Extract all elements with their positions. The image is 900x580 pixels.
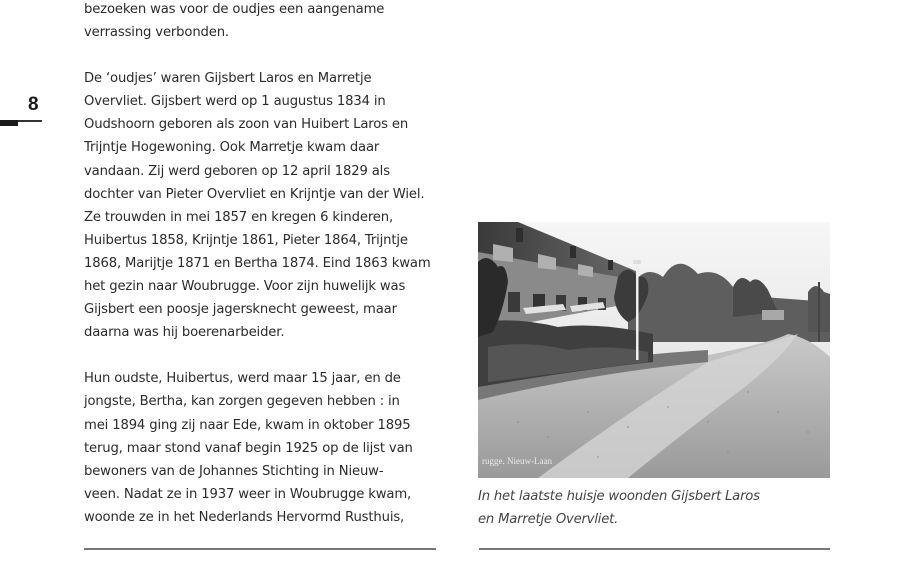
text-line: bewoners van de Johannes Stichting in Nieuw- — [84, 463, 384, 479]
text-line: Ze trouwden in mei 1857 en kregen 6 kinderen, — [84, 209, 394, 225]
photo-caption — [478, 485, 838, 531]
text-line: jongste, Bertha, kan zorgen gegeven hebben : in — [84, 394, 400, 410]
page-number: 8 — [28, 94, 39, 115]
right-footer-rule — [479, 548, 830, 550]
text-line: het gezin naar Woubrugge. Voor zijn huwelijk was — [84, 279, 406, 295]
page-number-marker — [0, 118, 42, 126]
text-line: Oudshoorn geboren als zoon van Huibert Laros en — [84, 117, 409, 133]
text-line: Gijsbert een poosje jagersknecht geweest, maar — [84, 302, 397, 318]
paragraph-1 — [84, 0, 440, 44]
photo-watermark: rugge. Nieuw-Laan — [482, 456, 552, 466]
text-line: daarna was hij boerenarbeider. — [84, 325, 285, 341]
text-line: Hun oudste, Huibertus, werd maar 15 jaar, en de — [84, 371, 401, 387]
caption-line: en Marretje Overvliet. — [478, 512, 619, 527]
marker-thick-bar — [0, 120, 18, 126]
text-line: Trijntje Hogewoning. Ook Marretje kwam daar — [84, 140, 380, 156]
text-line: dochter van Pieter Overvliet en Krijntje van der Wiel. — [84, 186, 425, 202]
paragraph-3 — [84, 367, 440, 529]
historic-street-photo — [478, 222, 830, 478]
left-footer-rule — [84, 548, 436, 550]
text-line: 1868, Marijtje 1871 en Bertha 1874. Eind 1863 kwam — [84, 255, 431, 271]
text-line: bezoeken was voor de oudjes een aangename — [84, 2, 385, 17]
text-line: De ‘oudjes’ waren Gijsbert Laros en Marretje — [84, 71, 372, 87]
text-line: verrassing verbonden. — [84, 25, 229, 41]
text-line: mei 1894 ging zij naar Ede, kwam in oktober 1895 — [84, 417, 411, 433]
text-line: vandaan. Zij werd geboren op 12 april 1829 als — [84, 163, 390, 179]
caption-line: In het laatste huisje woonden Gijsbert Laros — [478, 489, 760, 504]
text-line: Overvliet. Gijsbert werd op 1 augustus 1834 in — [84, 94, 386, 110]
paragraph-2 — [84, 67, 440, 344]
text-line: veen. Nadat ze in 1937 weer in Woubrugge kwam, — [84, 486, 412, 502]
text-line: Huibertus 1858, Krijntje 1861, Pieter 1864, Trijntje — [84, 232, 408, 248]
text-line: terug, maar stond vanaf begin 1925 op de lijst van — [84, 440, 413, 456]
body-text-column — [84, 0, 440, 552]
text-line: woonde ze in het Nederlands Hervormd Rusthuis, — [84, 509, 405, 525]
